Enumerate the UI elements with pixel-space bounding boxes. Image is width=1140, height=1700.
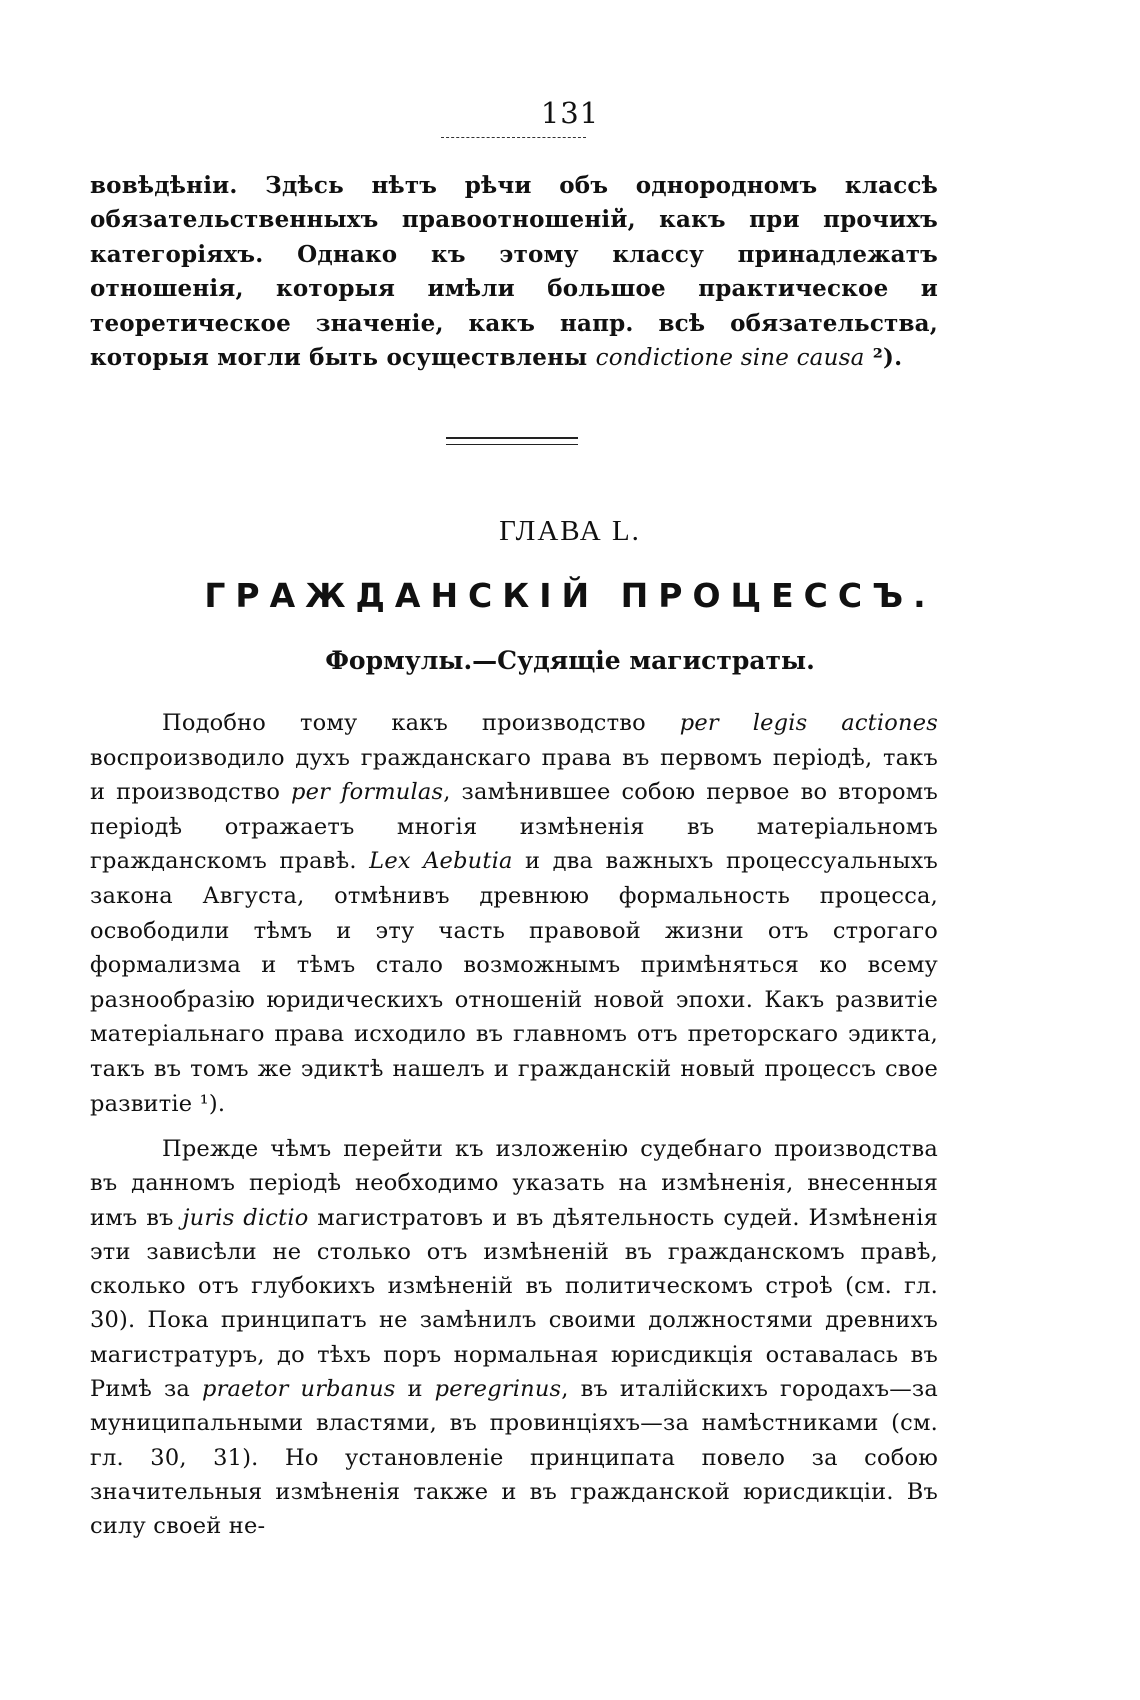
p3-text-3: и	[395, 1376, 435, 1403]
p2-italic-lex-aebutia: Lex Aebutia	[369, 848, 513, 875]
intro-italic-condictione: condictione sine causa	[595, 345, 865, 372]
p3-italic-peregrinus: peregrinus	[434, 1376, 562, 1403]
p3-italic-juris-dictio: juris dictio	[182, 1204, 309, 1231]
intro-text-1: вовѣдѣніи. Здѣсь нѣтъ рѣчи объ однородномъ классѣ обязательственныхъ правоотношеній, какъ при прочихъ категоріяхъ. Однако къ этому классу принадлежатъ отношенія, которыя имѣли большое практическое и теоретическое значеніе, какъ напр. всѣ обязательства, которыя могли быть осуществлены	[90, 172, 938, 372]
p2-text-3: , замѣнившее собою первое во второмъ періодѣ отражаетъ многія измѣненія въ матеріальномъ гражданскомъ правѣ.	[90, 779, 939, 875]
paragraph-magistrates	[90, 1132, 938, 1544]
p2-text-2: воспроизводило духъ гражданскаго права въ первомъ періодѣ, такъ и производство	[90, 744, 938, 806]
paragraph-formulas	[90, 706, 938, 1121]
page-number: 131	[540, 96, 600, 130]
chapter-subtitle: Формулы.—Судящіе магистраты.	[325, 646, 815, 675]
p2-text-4: и два важныхъ процессуальныхъ закона Августа, отмѣнивъ древнюю формальность процесса, освободили тѣмъ и эту часть правовой жизни отъ строгаго формализма и тѣмъ стало возможнымъ примѣняться ко всему разнообразію юридическихъ отношеній новой эпохи. Какъ развитіе матеріальнаго права исходило въ главномъ отъ преторскаго эдикта, такъ въ томъ же эдиктѣ нашелъ и гражданскій новый процессъ свое развитіе ¹).	[90, 848, 938, 1117]
p2-italic-per-formulas: per formulas	[291, 779, 444, 806]
section-divider	[446, 437, 578, 445]
intro-paragraph	[90, 169, 938, 375]
chapter-label: ГЛАВА L.	[499, 515, 641, 547]
p2-italic-legis-actiones: per legis actiones	[679, 710, 938, 736]
page-number-rule	[441, 137, 586, 138]
chapter-title: ГРАЖДАНСКІЙ ПРОЦЕССЪ.	[204, 576, 936, 615]
p3-text-1: Прежде чѣмъ перейти къ изложенію судебнаго производства въ данномъ періодѣ необходимо указать на измѣненія, внесенныя имъ въ	[90, 1136, 938, 1231]
p3-text-2: магистратовъ и въ дѣятельность судей. Измѣненія эти зависѣли не столько отъ измѣненій въ гражданскомъ правѣ, сколько отъ глубокихъ измѣненій въ политическомъ строѣ (см. гл. 30). Пока принципатъ не замѣнилъ своими должностями древнихъ магистратуръ, до тѣхъ поръ нормальная юрисдикція оставалась въ Римѣ за	[90, 1204, 938, 1403]
p3-italic-praetor-urbanus: praetor urbanus	[201, 1376, 396, 1403]
p2-text-1: Подобно тому какъ производство	[162, 710, 680, 736]
intro-text-2: ²).	[864, 344, 903, 372]
p3-text-4: , въ италійскихъ городахъ—за муниципальными властями, въ провинціяхъ—за намѣстниками (см. гл. 30, 31). Но установленіе принципата повело за собою значительныя измѣненія также и въ гражданской юрисдикціи. Въ силу своей не-	[90, 1376, 938, 1540]
